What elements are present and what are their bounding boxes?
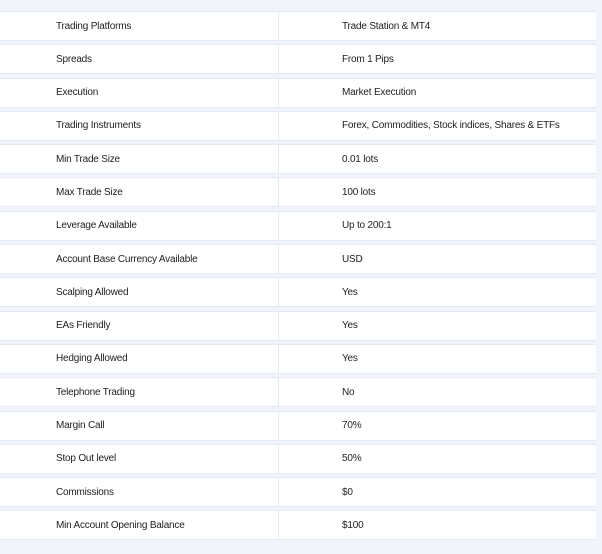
table-row [0, 11, 596, 41]
spec-label: Trading Instruments [0, 112, 279, 140]
spec-value: Yes [342, 353, 358, 365]
spec-label: Min Trade Size [0, 145, 279, 173]
table-row [0, 244, 596, 274]
spec-value: From 1 Pips [342, 53, 394, 65]
spec-value: Yes [342, 286, 358, 298]
spec-label: Trading Platforms [0, 12, 279, 40]
table-row [0, 211, 596, 241]
spec-value: Trade Station & MT4 [342, 20, 431, 32]
spec-label: Stop Out level [0, 445, 279, 473]
spec-label: Execution [0, 79, 279, 107]
table-row [0, 111, 596, 141]
spec-value: 50% [342, 453, 362, 465]
spec-value: Market Execution [342, 87, 417, 99]
spec-label: Leverage Available [0, 212, 279, 240]
table-row [0, 344, 596, 374]
spec-label: EAs Friendly [0, 312, 279, 340]
spec-value: $100 [342, 519, 364, 531]
spec-label: Telephone Trading [0, 378, 279, 406]
spec-value: 70% [342, 420, 362, 432]
spec-value: Up to 200:1 [342, 220, 392, 232]
spec-value: 100 lots [342, 186, 376, 198]
table-row [0, 78, 596, 108]
table-row [0, 144, 596, 174]
spec-value: No [342, 386, 355, 398]
spec-value: Yes [342, 320, 358, 332]
spec-value: Forex, Commodities, Stock indices, Shares & ETFs [342, 120, 560, 132]
spec-label: Min Account Opening Balance [0, 511, 279, 539]
spec-value: USD [342, 253, 363, 265]
spec-label: Commissions [0, 478, 279, 506]
table-row [0, 377, 596, 407]
spec-label: Margin Call [0, 412, 279, 440]
spec-label: Hedging Allowed [0, 345, 279, 373]
table-row [0, 44, 596, 74]
spec-value: 0.01 lots [342, 153, 379, 165]
table-row [0, 311, 596, 341]
spec-value: $0 [342, 486, 353, 498]
table-row [0, 177, 596, 207]
spec-label: Spreads [0, 45, 279, 73]
spec-label: Max Trade Size [0, 178, 279, 206]
table-row [0, 510, 596, 540]
table-row [0, 444, 596, 474]
spec-label: Scalping Allowed [0, 278, 279, 306]
specs-table [0, 11, 596, 544]
table-row [0, 411, 596, 441]
table-row [0, 277, 596, 307]
table-row [0, 477, 596, 507]
spec-label: Account Base Currency Available [0, 245, 279, 273]
